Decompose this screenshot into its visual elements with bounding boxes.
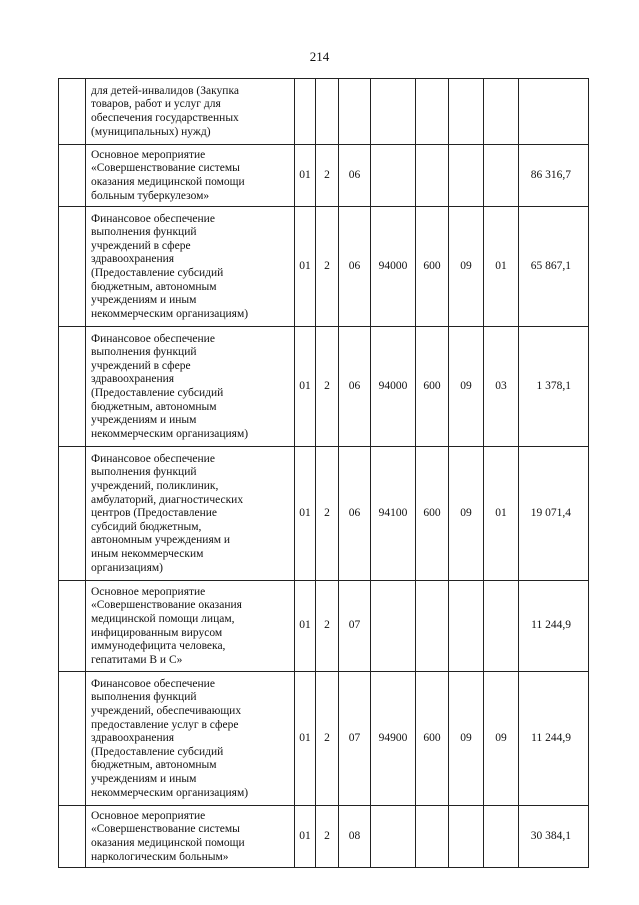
table-row: [59, 79, 589, 145]
description-line: здравоохранения: [91, 253, 175, 266]
description-line: иммунодефицита человека,: [91, 640, 226, 653]
amount-cell: 65 867,1: [519, 207, 589, 327]
description-line: товаров, работ и услуг для: [91, 98, 221, 111]
expense-type-cell: 600: [416, 207, 449, 327]
description-line: (муниципальных) нужд): [91, 125, 211, 138]
program-code-cell: 01: [295, 672, 316, 806]
direction-code-cell: [371, 806, 416, 868]
description-line: некоммерческим организациям): [91, 427, 249, 440]
subsection-cell: [484, 145, 519, 207]
blank-cell: [59, 447, 86, 581]
table-row: [59, 672, 589, 806]
subprogram-code-cell: 2: [316, 447, 339, 581]
section-cell: [449, 79, 484, 145]
description-line: Основное мероприятие: [91, 585, 206, 598]
direction-code-cell: 94900: [371, 672, 416, 806]
amount-cell: [519, 79, 589, 145]
direction-code-cell: 94000: [371, 327, 416, 447]
description-line: наркологическим больным»: [91, 850, 229, 863]
description-line: оказания медицинской помощи: [91, 837, 245, 849]
description-cell: [86, 207, 295, 327]
expense-type-cell: 600: [416, 327, 449, 447]
description-line: автономным учреждениям и: [91, 534, 231, 547]
section-cell: [449, 806, 484, 868]
direction-code-cell: 94100: [371, 447, 416, 581]
budget-table: [58, 78, 589, 868]
table-row: [59, 581, 589, 672]
subprogram-code-cell: 2: [316, 806, 339, 868]
subprogram-code-cell: 2: [316, 672, 339, 806]
description-line: обеспечения государственных: [91, 112, 239, 124]
section-cell: 09: [449, 447, 484, 581]
subprogram-code-cell: 2: [316, 207, 339, 327]
table-row: [59, 145, 589, 207]
main-activity-code-cell: 06: [339, 207, 371, 327]
description-line: выполнения функций: [91, 346, 197, 359]
program-code-cell: 01: [295, 806, 316, 868]
subsection-cell: [484, 581, 519, 672]
subsection-cell: [484, 806, 519, 868]
main-activity-code-cell: 08: [339, 806, 371, 868]
main-activity-code-cell: 06: [339, 327, 371, 447]
description-line: организациям): [91, 561, 163, 574]
description-line: выполнения функций: [91, 466, 197, 479]
main-activity-code-cell: 06: [339, 145, 371, 207]
description-line: учреждений в сфере: [91, 359, 191, 372]
subprogram-code-cell: 2: [316, 581, 339, 672]
description-line: субсидий бюджетным,: [91, 520, 202, 533]
description-line: Основное мероприятие: [91, 148, 206, 161]
description-line: гепатитами В и С»: [91, 653, 183, 666]
program-code-cell: 01: [295, 447, 316, 581]
description-line: Финансовое обеспечение: [91, 332, 215, 345]
description-line: (Предоставление субсидий: [91, 267, 224, 279]
main-activity-code-cell: 07: [339, 581, 371, 672]
description-line: учреждений, поликлиник,: [91, 480, 219, 493]
amount-cell: 11 244,9: [519, 581, 589, 672]
description-line: (Предоставление субсидий: [91, 745, 224, 758]
subsection-cell: [484, 79, 519, 145]
section-cell: 09: [449, 672, 484, 806]
program-code-cell: [295, 79, 316, 145]
description-line: Финансовое обеспечение: [91, 452, 215, 465]
description-line: учреждений в сфере: [91, 239, 191, 252]
description-line: «Совершенствование оказания: [91, 599, 242, 612]
table-row: [59, 806, 589, 868]
blank-cell: [59, 581, 86, 672]
amount-cell: 1 378,1: [519, 327, 589, 447]
description-cell: [86, 672, 295, 806]
description-line: иным некоммерческим: [91, 547, 204, 560]
program-code-cell: 01: [295, 327, 316, 447]
section-cell: 09: [449, 327, 484, 447]
description-line: здравоохранения: [91, 732, 175, 745]
expense-type-cell: [416, 806, 449, 868]
description-line: учреждениям и иным: [91, 294, 197, 307]
description-line: учреждениям и иным: [91, 772, 197, 785]
main-activity-code-cell: 07: [339, 672, 371, 806]
direction-code-cell: [371, 79, 416, 145]
description-line: (Предоставление субсидий: [91, 387, 224, 399]
table-row: [59, 447, 589, 581]
program-code-cell: 01: [295, 207, 316, 327]
main-activity-code-cell: [339, 79, 371, 145]
description-line: бюджетным, автономным: [91, 759, 217, 772]
expense-type-cell: [416, 79, 449, 145]
description-line: некоммерческим организациям): [91, 307, 249, 320]
description-line: выполнения функций: [91, 691, 197, 704]
amount-cell: 86 316,7: [519, 145, 589, 207]
description-line: предоставление услуг в сфере: [91, 718, 239, 731]
blank-cell: [59, 79, 86, 145]
blank-cell: [59, 806, 86, 868]
main-activity-code-cell: 06: [339, 447, 371, 581]
description-cell: [86, 447, 295, 581]
description-line: центров (Предоставление: [91, 507, 218, 520]
description-line: больным туберкулезом»: [91, 189, 210, 202]
subsection-cell: 03: [484, 327, 519, 447]
subsection-cell: 01: [484, 207, 519, 327]
blank-cell: [59, 145, 86, 207]
description-line: оказания медицинской помощи: [91, 176, 245, 188]
section-cell: 09: [449, 207, 484, 327]
amount-cell: 30 384,1: [519, 806, 589, 868]
direction-code-cell: [371, 581, 416, 672]
table-row: [59, 327, 589, 447]
subsection-cell: 01: [484, 447, 519, 581]
section-cell: [449, 145, 484, 207]
page-number: 214: [309, 49, 330, 64]
description-cell: [86, 79, 295, 145]
blank-cell: [59, 327, 86, 447]
expense-type-cell: [416, 581, 449, 672]
description-line: бюджетным, автономным: [91, 280, 217, 293]
description-line: для детей-инвалидов (Закупка: [91, 84, 239, 97]
description-line: некоммерческим организациям): [91, 786, 249, 799]
direction-code-cell: [371, 145, 416, 207]
description-cell: [86, 806, 295, 868]
description-line: здравоохранения: [91, 373, 175, 386]
description-line: медицинской помощи лицам,: [91, 612, 235, 625]
expense-type-cell: 600: [416, 447, 449, 581]
description-line: «Совершенствование системы: [91, 162, 240, 175]
subprogram-code-cell: 2: [316, 327, 339, 447]
table-body: [59, 79, 589, 868]
blank-cell: [59, 672, 86, 806]
description-cell: [86, 145, 295, 207]
description-line: Финансовое обеспечение: [91, 212, 215, 225]
program-code-cell: 01: [295, 581, 316, 672]
direction-code-cell: 94000: [371, 207, 416, 327]
subsection-cell: 09: [484, 672, 519, 806]
description-line: бюджетным, автономным: [91, 400, 217, 413]
description-cell: [86, 327, 295, 447]
amount-cell: 19 071,4: [519, 447, 589, 581]
description-line: учреждений, обеспечивающих: [91, 705, 242, 718]
expense-type-cell: [416, 145, 449, 207]
amount-cell: 11 244,9: [519, 672, 589, 806]
description-cell: [86, 581, 295, 672]
table-row: [59, 207, 589, 327]
description-line: инфицированным вирусом: [91, 626, 223, 639]
blank-cell: [59, 207, 86, 327]
description-line: учреждениям и иным: [91, 414, 197, 427]
section-cell: [449, 581, 484, 672]
expense-type-cell: 600: [416, 672, 449, 806]
description-line: «Совершенствование системы: [91, 823, 240, 836]
description-line: выполнения функций: [91, 226, 197, 239]
description-line: Основное мероприятие: [91, 809, 206, 822]
program-code-cell: 01: [295, 145, 316, 207]
description-line: амбулаторий, диагностических: [91, 493, 244, 506]
subprogram-code-cell: [316, 79, 339, 145]
description-line: Финансовое обеспечение: [91, 677, 215, 690]
subprogram-code-cell: 2: [316, 145, 339, 207]
